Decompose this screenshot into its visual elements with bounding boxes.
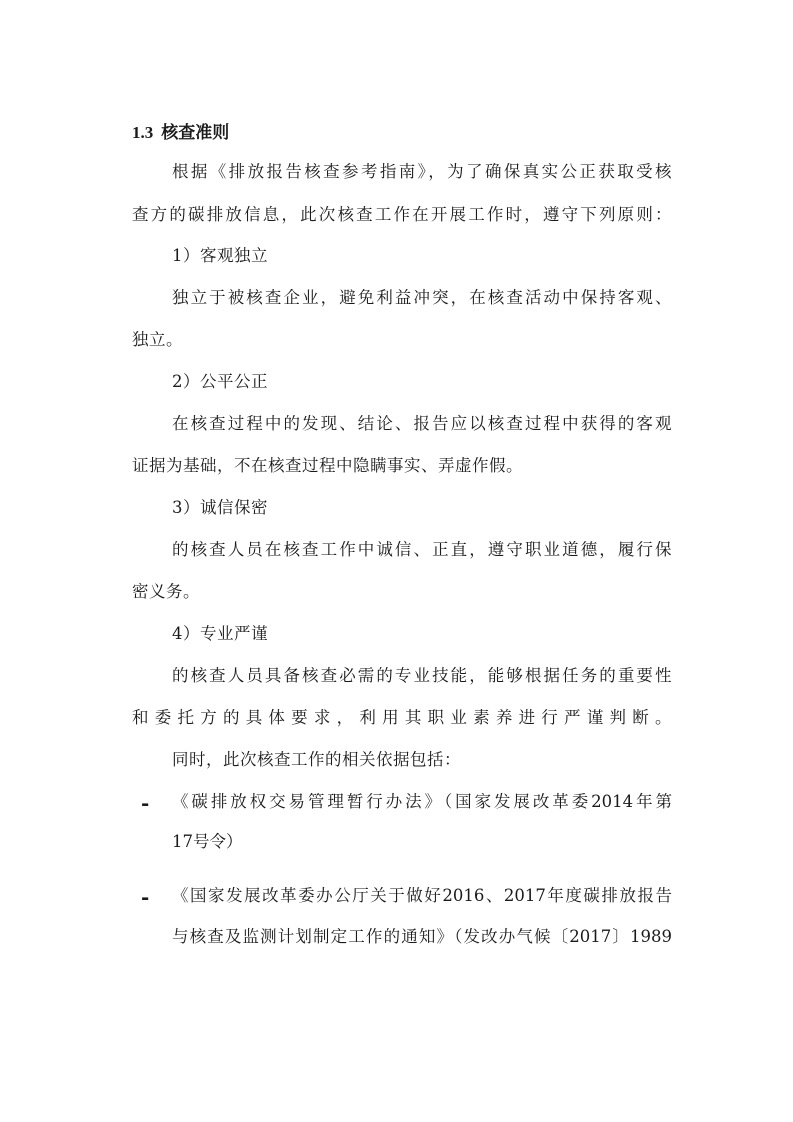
reference-2-line-2: 与核查及监测计划制定工作的通知》（发改办气候〔2017〕1989 <box>172 927 672 946</box>
reference-bullet-2: - <box>141 885 150 909</box>
basis-intro: 同时，此次核查工作的相关依据包括： <box>172 750 461 769</box>
principle-heading-2: 2）公平公正 <box>172 372 268 391</box>
principle-text-1b: 独立。 <box>132 330 183 349</box>
principle-text-2b: 证据为基础，不在核查过程中隐瞒事实、弄虚作假。 <box>132 456 523 475</box>
principle-text-3a: 的核查人员在核查工作中诚信、正直，遵守职业道德，履行保 <box>172 540 672 559</box>
principle-heading-3: 3）诚信保密 <box>172 498 268 517</box>
principle-text-1a: 独立于被核查企业，避免利益冲突，在核查活动中保持客观、 <box>172 288 672 307</box>
reference-1-line-1: 《碳排放权交易管理暂行办法》（国家发展改革委2014年第 <box>172 792 672 811</box>
principle-text-4a: 的核查人员具备核查必需的专业技能，能够根据任务的重要性 <box>172 666 672 685</box>
section-title: 核查准则 <box>161 123 230 142</box>
section-number: 1.3 <box>132 123 154 142</box>
intro-line-1: 根据《排放报告核查参考指南》，为了确保真实公正获取受核 <box>172 162 672 181</box>
principle-text-4b: 和委托方的具体要求，利用其职业素养进行严谨判断。 <box>132 708 672 727</box>
intro-line-2: 查方的碳排放信息，此次核查工作在开展工作时，遵守下列原则： <box>132 205 672 224</box>
reference-bullet-1: - <box>141 791 150 815</box>
principle-text-2a: 在核查过程中的发现、结论、报告应以核查过程中获得的客观 <box>172 414 672 433</box>
principle-text-3b: 密义务。 <box>132 582 200 601</box>
principle-heading-1: 1）客观独立 <box>172 246 268 265</box>
reference-1-line-2: 17号令） <box>172 832 243 851</box>
reference-2-line-1: 《国家发展改革委办公厅关于做好2016、2017年度碳排放报告 <box>172 886 672 905</box>
section-heading <box>132 118 229 143</box>
principle-heading-4: 4）专业严谨 <box>172 624 268 643</box>
